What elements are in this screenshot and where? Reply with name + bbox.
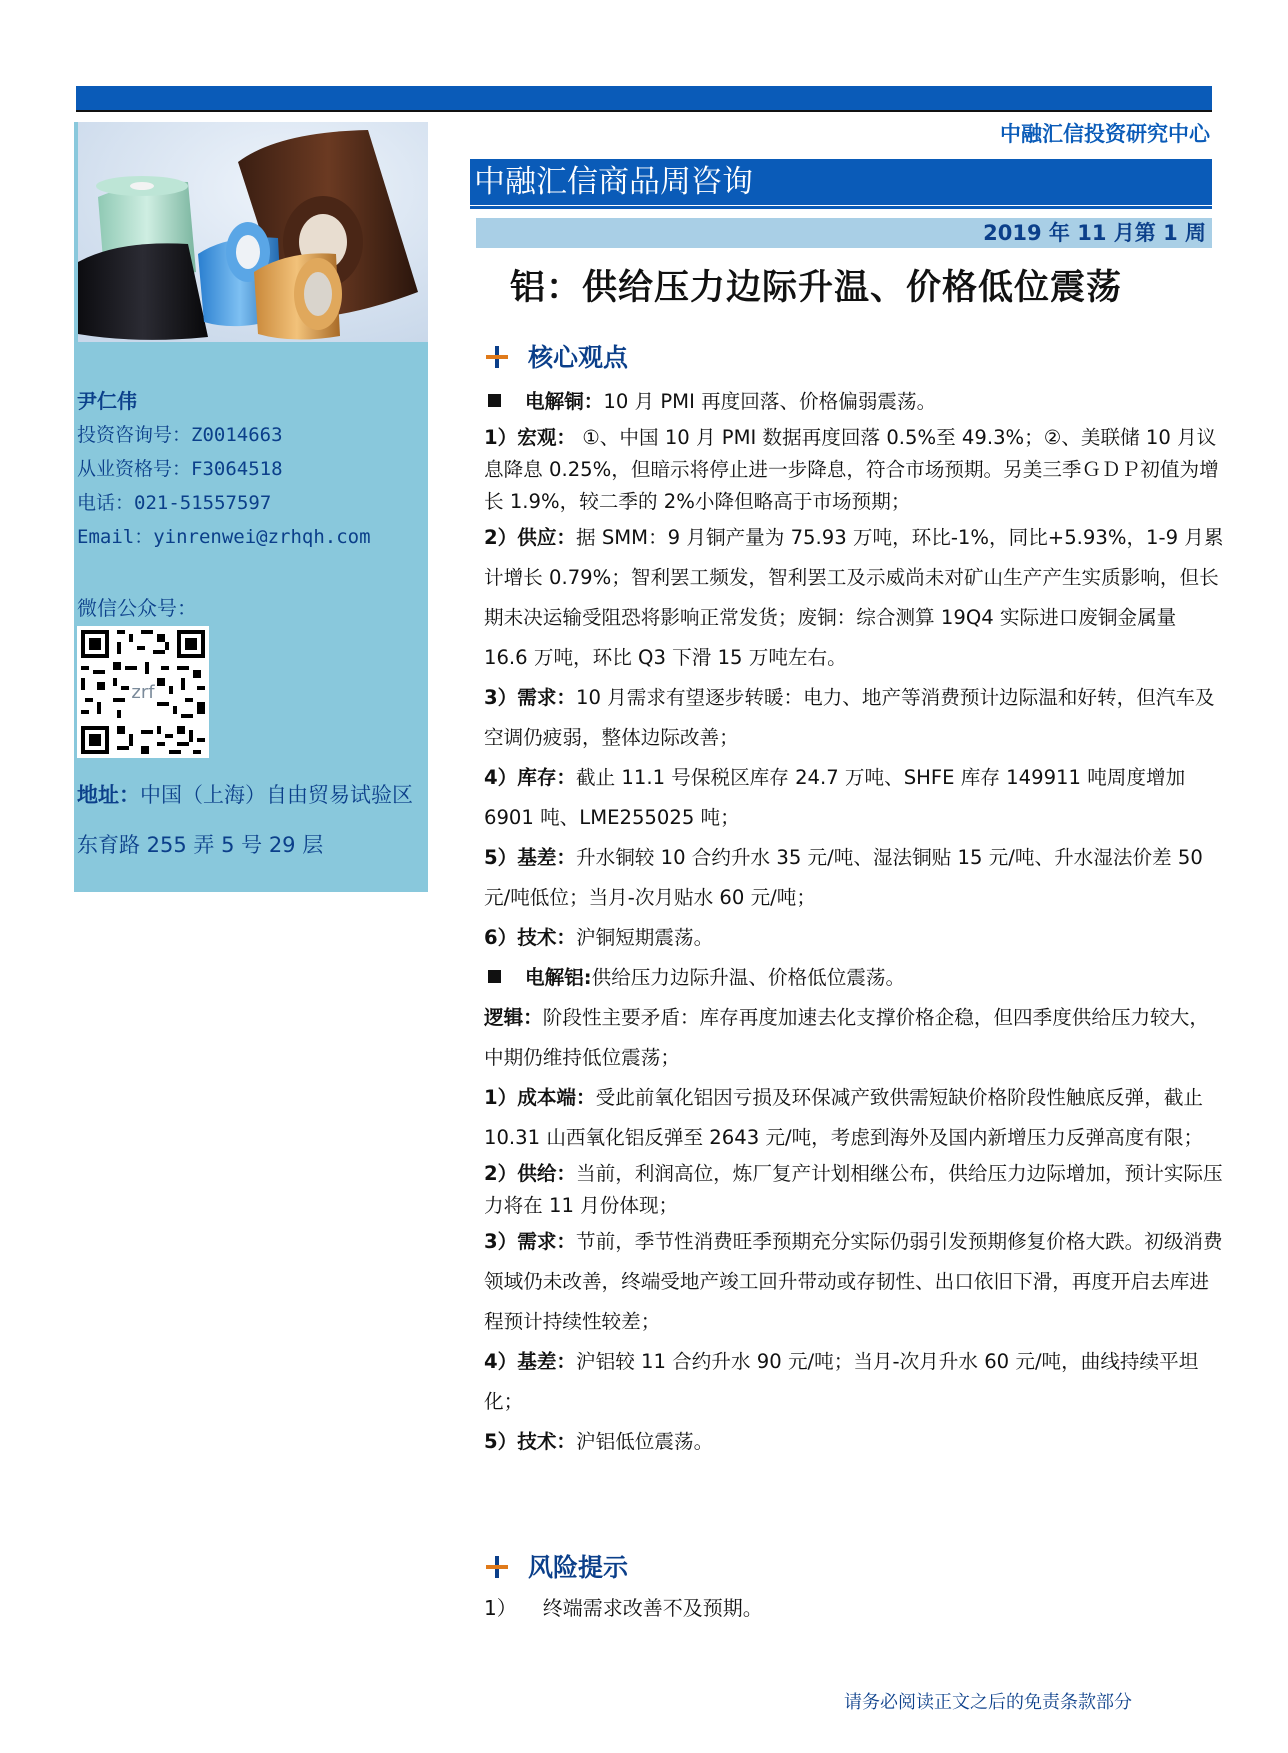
copper-macro-text: ①、中国 10 月 PMI 数据再度回落 0.5%至 49.3%；②、美联储 10 月议息降息 0.25%，但暗示将停止进一步降息，符合市场预期。另美三季ＧＤＰ初值为增长 1.9%，较二季的 2%小降但略高于市场预期； — [484, 426, 1219, 513]
disclaimer-note: 请务必阅读正文之后的免责条款部分 — [844, 1692, 1132, 1713]
section-risk-title: 风险提示 — [528, 1553, 629, 1582]
copper-basis-label: 5）基差： — [484, 846, 577, 869]
aluminum-tech-label: 5）技术： — [484, 1430, 577, 1453]
headline: 铝：供给压力边际升温、价格低位震荡 — [510, 268, 1123, 308]
copper-supply-text: 据 SMM：9 月铜产量为 75.93 万吨，环比-1%，同比+5.93%，1-9 月累计增长 0.79%；智利罢工频发，智利罢工及示威尚未对矿山生产产生实质影响，但长期未决运输受阻恐将影响正常发货；废铜：综合测算 19Q4 实际进口废铜金属量 16.6 万吨，环比 Q3 下滑 15 万吨左右。 — [484, 526, 1224, 669]
copper-inventory-label: 4）库存： — [484, 766, 577, 789]
copper-inventory-text: 截止 11.1 号保税区库存 24.7 万吨、SHFE 库存 149911 吨周度增加 6901 吨、LME255025 吨； — [484, 766, 1186, 829]
address-label: 地址： — [77, 783, 140, 807]
square-bullet-icon — [488, 394, 501, 407]
copper-demand-label: 3）需求： — [484, 686, 577, 709]
aluminum-demand-label: 3）需求： — [484, 1230, 577, 1253]
risk-number: 1） — [484, 1596, 517, 1620]
copper-tech-text: 沪铜短期震荡。 — [576, 926, 714, 949]
address — [77, 770, 417, 870]
aluminum-basis-label: 4）基差： — [484, 1350, 577, 1373]
square-bullet-icon — [488, 970, 501, 983]
org-name: 中融汇信投资研究中心 — [1000, 122, 1210, 146]
cross-bullet-icon — [484, 1554, 510, 1580]
report-title: 中融汇信商品周咨询 — [470, 159, 1212, 205]
copper-basis-text: 升水铜较 10 合约升水 35 元/吨、湿法铜贴 15 元/吨、升水湿法价差 50 元/吨低位；当月-次月贴水 60 元/吨； — [484, 846, 1203, 909]
aluminum-cost-label: 1）成本端： — [484, 1086, 596, 1109]
copper-section — [484, 382, 1224, 1462]
invest-consult-id: 投资咨询号：Z0014663 — [77, 424, 283, 446]
aluminum-logic-text: 阶段性主要矛盾：库存再度加速去化支撑价格企稳，但四季度供给压力较大，中期仍维持低位震荡； — [484, 1006, 1209, 1069]
cross-bullet-icon — [484, 344, 510, 370]
qualification-id: 从业资格号：F3064518 — [77, 458, 283, 480]
section-core-views — [484, 338, 628, 374]
aluminum-head-text: 供给压力边际升温、价格低位震荡。 — [591, 966, 906, 989]
report-date: 2019 年 11 月第 1 周 — [476, 218, 1212, 248]
sidebar — [74, 122, 428, 892]
copper-demand-text: 10 月需求有望逐步转暖：电力、地产等消费预计边际温和好转，但汽车及空调仍疲弱，整体边际改善； — [484, 686, 1215, 749]
section-core-title: 核心观点 — [528, 343, 629, 372]
risk-text: 终端需求改善不及预期。 — [542, 1596, 763, 1620]
aluminum-tech-text: 沪铝低位震荡。 — [576, 1430, 714, 1453]
aluminum-demand-text: 节前，季节性消费旺季预期充分实际仍弱引发预期修复价格大跌。初级消费领域仍未改善，终端受地产竣工回升带动或存韧性、出口依旧下滑，再度开启去库进程预计持续性较差； — [484, 1230, 1223, 1333]
section-risk — [484, 1548, 628, 1584]
aluminum-supply-text: 当前，利润高位，炼厂复产计划相继公布，供给压力边际增加，预计实际压力将在 11 月份体现； — [484, 1162, 1223, 1217]
risk-item — [484, 1592, 763, 1621]
aluminum-head-label: 电解铝: — [525, 966, 592, 989]
email[interactable]: Email：yinrenwei@zrhqh.com — [77, 526, 371, 548]
copper-head-label: 电解铜： — [525, 390, 604, 413]
aluminum-logic-label: 逻辑： — [484, 1006, 543, 1029]
header-top-bar — [76, 86, 1212, 110]
analyst-name: 尹仁伟 — [77, 389, 137, 413]
copper-macro-label: 1）宏观： — [484, 426, 577, 449]
address-text: 中国（上海）自由贸易试验区东育路 255 弄 5 号 29 层 — [77, 783, 413, 857]
aluminum-supply-label: 2）供给： — [484, 1162, 577, 1185]
copper-supply-label: 2）供应： — [484, 526, 577, 549]
analyst-contact — [77, 384, 371, 554]
copper-tech-label: 6）技术： — [484, 926, 577, 949]
wechat-qr-code — [77, 626, 209, 758]
yarn-spools-photo — [78, 122, 428, 342]
header-rule — [76, 110, 1212, 112]
wechat-label: 微信公众号： — [77, 596, 197, 620]
aluminum-cost-text: 受此前氧化铝因亏损及环保减产致供需短缺价格阶段性触底反弹，截止 10.31 山西氧化铝反弹至 2643 元/吨，考虑到海外及国内新增压力反弹高度有限； — [484, 1086, 1204, 1149]
qr-center-logo: zrf — [131, 682, 155, 703]
copper-head-text: 10 月 PMI 再度回落、价格偏弱震荡。 — [603, 390, 937, 413]
phone: 电话：021-51557597 — [77, 492, 272, 514]
aluminum-basis-text: 沪铝较 11 合约升水 90 元/吨；当月-次月升水 60 元/吨，曲线持续平坦化； — [484, 1350, 1199, 1413]
